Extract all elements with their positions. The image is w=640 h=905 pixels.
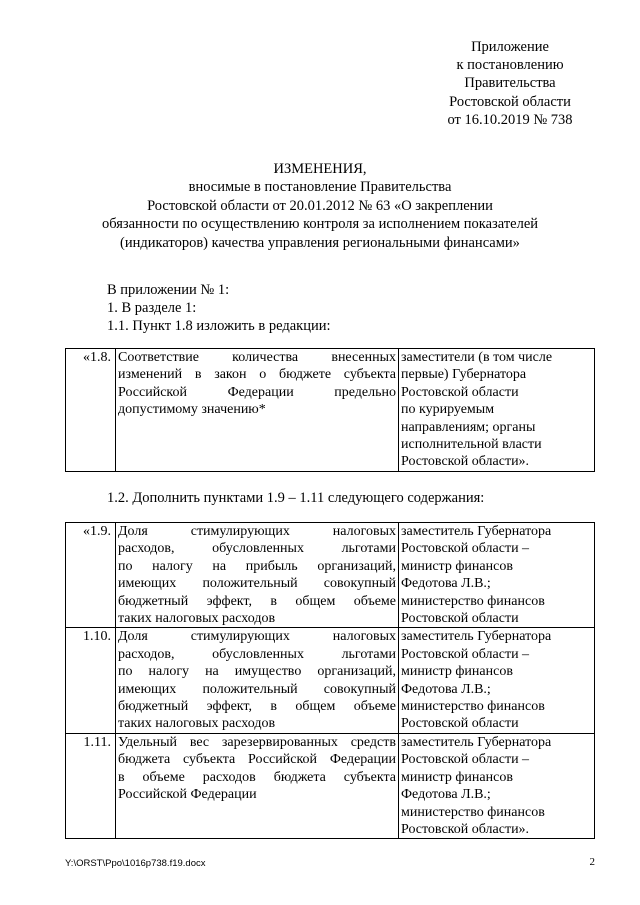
desc-line: имеющих положительный совокупный [118, 576, 396, 592]
resp-line: Ростовской области [401, 716, 519, 732]
appendix-block [400, 38, 620, 129]
appendix-line: Правительства [464, 75, 556, 92]
desc-line: имеющих положительный совокупный [118, 681, 396, 697]
table-items-1-9-to-1-11 [65, 522, 595, 839]
resp-line: Ростовской области». [401, 454, 530, 470]
indicator-description [116, 628, 399, 733]
resp-line: Федотова Л.В.; [401, 576, 491, 592]
resp-line: министерство финансов [401, 699, 545, 715]
appendix-line: к постановлению [456, 57, 564, 74]
indicator-description [116, 523, 399, 628]
resp-line: Ростовской области [401, 384, 519, 400]
section-2-intro: 1.2. Дополнить пунктами 1.9 – 1.11 следующего содержания: [107, 490, 485, 506]
table-row [66, 733, 595, 838]
table-row [66, 349, 595, 472]
resp-line: Ростовской области – [401, 646, 530, 662]
desc-line: бюджетный эффект, в общем объеме [118, 593, 396, 609]
resp-line: Федотова Л.В.; [401, 681, 491, 697]
row-number: «1.8. [66, 349, 116, 472]
page-number: 2 [589, 856, 595, 868]
desc-line: таких налоговых расходов [118, 611, 276, 627]
desc-line: по налогу на имущество организаций, [118, 664, 396, 680]
desc-line: Удельный вес зарезервированных средств [118, 734, 396, 750]
appendix-line: от 16.10.2019 № 738 [447, 111, 573, 128]
resp-line: Ростовской области [401, 611, 519, 627]
table-item-1-8 [65, 348, 595, 472]
responsible-party [399, 628, 595, 733]
intro-paragraph-1: В приложении № 1: [107, 282, 230, 298]
resp-line: министр финансов [401, 769, 513, 785]
resp-line: Ростовской области». [401, 821, 530, 837]
heading-title: ИЗМЕНЕНИЯ, [273, 161, 367, 177]
table-row [66, 523, 595, 628]
intro-paragraph-3: 1.1. Пункт 1.8 изложить в редакции: [107, 318, 331, 334]
heading-line: вносимые в постановление Правительства [188, 179, 452, 196]
resp-line: министерство финансов [401, 804, 545, 820]
resp-line: заместитель Губернатора [401, 734, 552, 750]
desc-line: в объеме расходов бюджета субъекта [118, 769, 396, 785]
resp-line: министр финансов [401, 558, 513, 574]
resp-line: по курируемым [401, 402, 495, 418]
desc-line: Доля стимулирующих налоговых [118, 629, 396, 645]
desc-line: изменений в закон о бюджете субъекта [118, 367, 396, 383]
desc-line: бюджетный эффект, в общем объеме [118, 699, 396, 715]
heading-line: (индикаторов) качества управления региональными финансами» [120, 234, 520, 251]
intro-paragraph-2: 1. В разделе 1: [107, 300, 197, 316]
desc-line: расходов, обусловленных льготами [118, 541, 396, 557]
table-row [66, 628, 595, 733]
resp-line: Ростовской области – [401, 752, 530, 768]
responsible-party [399, 733, 595, 838]
desc-line: Российской Федерации [118, 787, 257, 803]
desc-line: расходов, обусловленных льготами [118, 646, 396, 662]
indicator-description [116, 733, 399, 838]
footer-file-path: Y:\ORST\Ppo\1016p738.f19.docx [65, 858, 206, 869]
heading-line: Ростовской области от 20.01.2012 № 63 «О закреплении [147, 197, 493, 214]
desc-line: допустимому значению* [118, 402, 266, 418]
resp-line: направлениям; органы [401, 419, 536, 435]
responsible-party [399, 523, 595, 628]
resp-line: министр финансов [401, 664, 513, 680]
responsible-party [399, 349, 595, 472]
row-number: «1.9. [66, 523, 116, 628]
desc-line: Доля стимулирующих налоговых [118, 524, 396, 539]
heading-line: обязанности по осуществлению контроля за исполнением показателей [101, 216, 539, 233]
resp-line: исполнительной власти [401, 437, 542, 453]
appendix-line: Приложение [471, 39, 549, 55]
desc-line: Соответствие количества внесенных [118, 350, 396, 365]
desc-line: по налогу на прибыль организаций, [118, 558, 396, 574]
resp-line: Федотова Л.В.; [401, 787, 491, 803]
desc-line: Российской Федерации предельно [118, 384, 396, 400]
resp-line: заместитель Губернатора [401, 524, 552, 539]
indicator-description [116, 349, 399, 472]
desc-line: бюджета субъекта Российской Федерации [118, 752, 396, 768]
resp-line: министерство финансов [401, 593, 545, 609]
appendix-line: Ростовской области [449, 93, 571, 110]
document-heading [60, 160, 580, 252]
resp-line: заместитель Губернатора [401, 629, 552, 645]
desc-line: таких налоговых расходов [118, 716, 276, 732]
row-number: 1.11. [66, 733, 116, 838]
row-number: 1.10. [66, 628, 116, 733]
resp-line: заместители (в том числе [401, 350, 553, 365]
resp-line: первые) Губернатора [401, 367, 527, 383]
resp-line: Ростовской области – [401, 541, 530, 557]
